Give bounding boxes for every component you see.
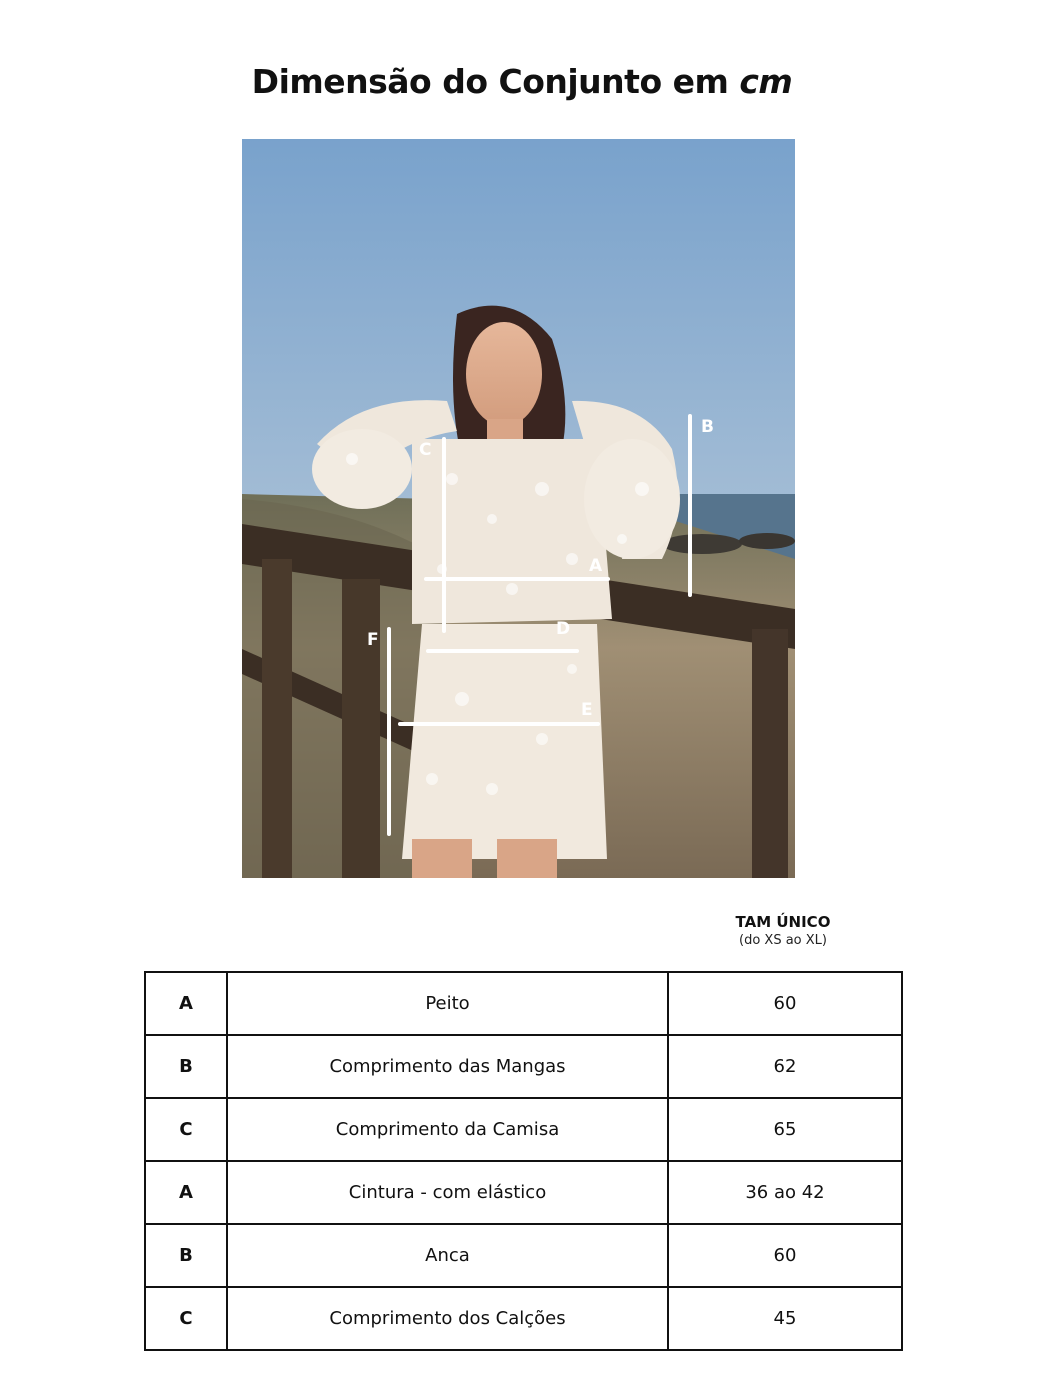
row-letter: B xyxy=(145,1035,227,1098)
row-label: Comprimento das Mangas xyxy=(227,1035,668,1098)
table-row xyxy=(145,1224,902,1287)
marker-a: A xyxy=(589,556,603,576)
row-letter: A xyxy=(145,1161,227,1224)
table-row xyxy=(145,1035,902,1098)
size-header xyxy=(666,912,900,950)
row-value: 60 xyxy=(668,972,902,1035)
page-title xyxy=(0,62,1044,101)
row-letter: C xyxy=(145,1098,227,1161)
row-label: Peito xyxy=(227,972,668,1035)
marker-c: C xyxy=(419,440,432,460)
row-value: 62 xyxy=(668,1035,902,1098)
marker-f: F xyxy=(367,630,379,650)
measurements-table xyxy=(144,971,903,1351)
shorts xyxy=(402,624,607,859)
row-value: 36 ao 42 xyxy=(668,1161,902,1224)
size-range: (do XS ao XL) xyxy=(739,933,827,948)
title-unit: cm xyxy=(739,62,793,101)
marker-e: E xyxy=(581,700,593,720)
table-row xyxy=(145,1098,902,1161)
row-value: 60 xyxy=(668,1224,902,1287)
row-letter: A xyxy=(145,972,227,1035)
row-value: 45 xyxy=(668,1287,902,1350)
table-row xyxy=(145,972,902,1035)
row-letter: B xyxy=(145,1224,227,1287)
row-value: 65 xyxy=(668,1098,902,1161)
photo-illustration xyxy=(242,139,795,878)
model-photo xyxy=(242,139,795,878)
title-main: Dimensão do Conjunto em xyxy=(251,62,729,101)
table-row xyxy=(145,1161,902,1224)
row-letter: C xyxy=(145,1287,227,1350)
marker-d: D xyxy=(556,619,571,639)
face xyxy=(466,322,542,426)
row-label: Anca xyxy=(227,1224,668,1287)
size-name: TAM ÚNICO xyxy=(735,913,831,931)
row-label: Cintura - com elástico xyxy=(227,1161,668,1224)
row-label: Comprimento dos Calções xyxy=(227,1287,668,1350)
row-label: Comprimento da Camisa xyxy=(227,1098,668,1161)
marker-b: B xyxy=(701,417,714,437)
table-row xyxy=(145,1287,902,1350)
